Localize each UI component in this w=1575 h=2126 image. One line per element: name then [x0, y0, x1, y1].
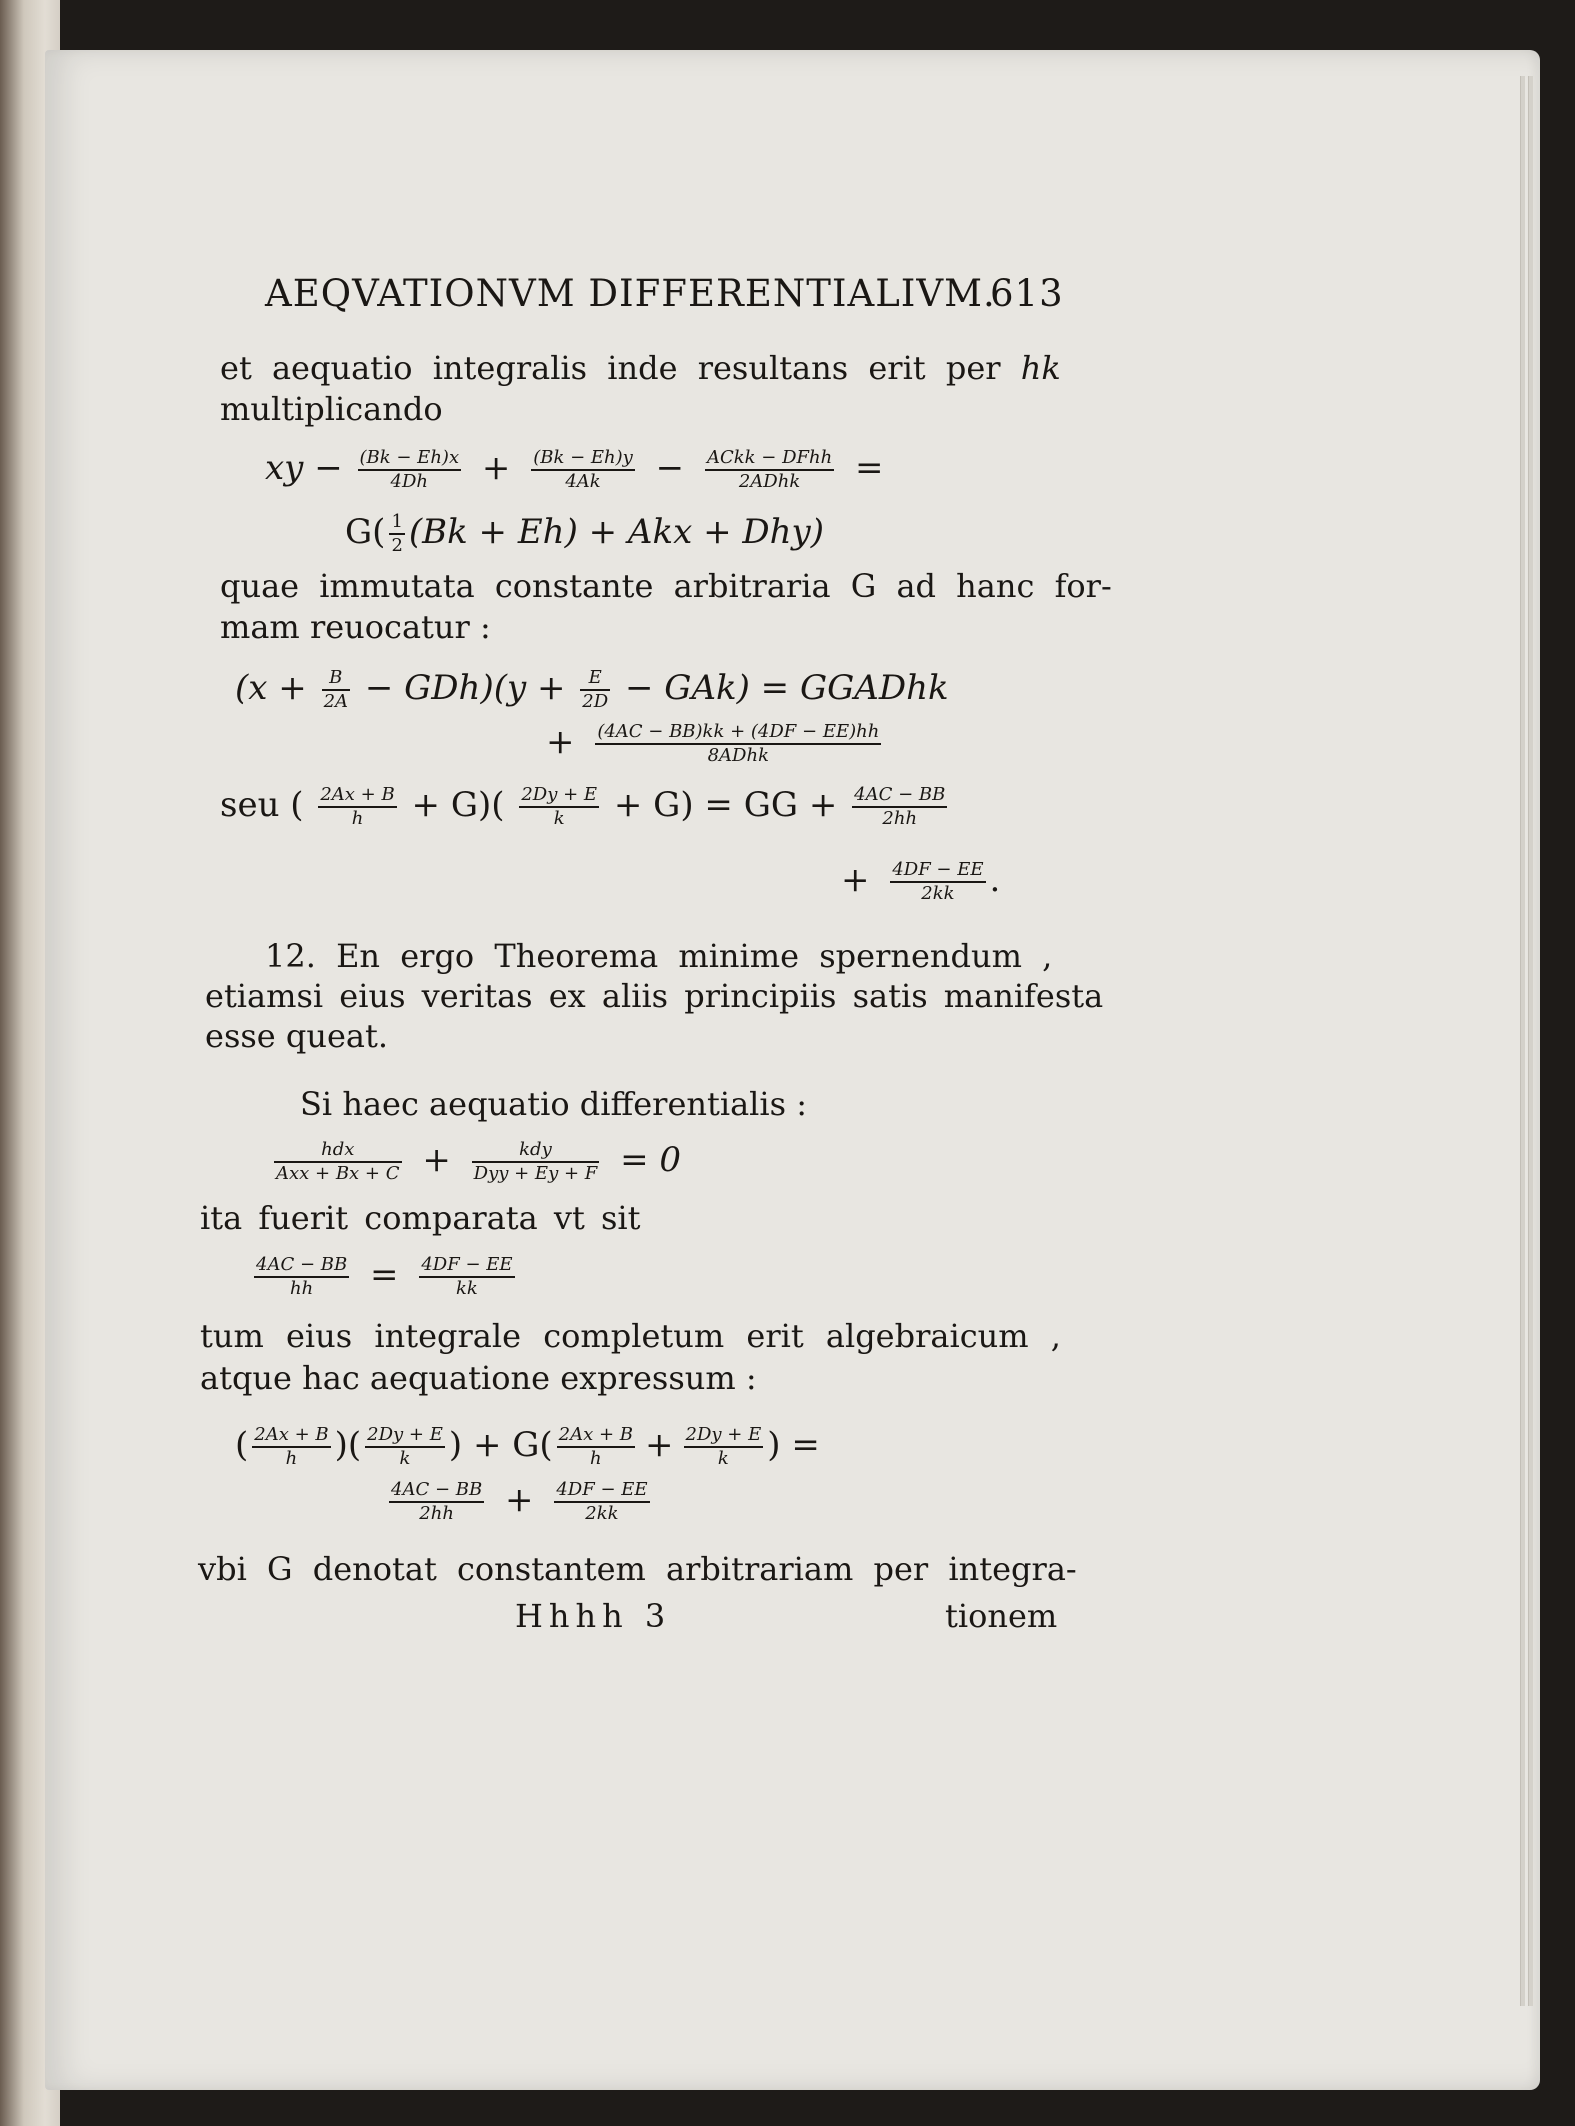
- page-number: 613: [990, 272, 1064, 315]
- fraction: $\frac{4DF - EE}{2kk}$: [892, 859, 984, 904]
- fraction: $\frac{\text{ACkk − DFhh}}{\text{2ADhk}}$: [706, 447, 833, 492]
- equation-4: $\frac{\text{hdx}}{\text{Axx + Bx + C}}$ + $\frac{\text{kdy}}{\text{Dyy + Ey + F}}$ = 0: [276, 1139, 682, 1184]
- fraction: $\frac{2Dy + E}{k}$: [521, 784, 598, 829]
- text-line: vbi G denotat constantem arbitrariam per integra-: [198, 1550, 1077, 1588]
- text-line: tum eius integrale completum erit algebraicum ,: [200, 1317, 1061, 1355]
- fraction: $\frac{2Ax + B}{h}$: [558, 1424, 634, 1469]
- equation-3: seu ( $\frac{2Ax + B}{h}$ + G)( $\frac{2Dy + E}{k}$ + G) = GG + $\frac{4AC - BB}{2hh}$: [220, 784, 946, 829]
- catchword: tionem: [945, 1597, 1058, 1635]
- fraction: $\frac{2Ax + B}{h}$: [254, 1424, 329, 1469]
- running-header: [265, 272, 996, 315]
- header-title: AEQVATIONVM DIFFERENTIALIVM.: [265, 272, 996, 315]
- fraction: $\frac{1}{2}$: [391, 511, 403, 556]
- text-line: mam reuocatur :: [220, 608, 491, 646]
- text-line: quae immutata constante arbitraria G ad hanc for-: [220, 567, 1112, 605]
- text-line: atque hac aequatione expressum :: [200, 1359, 757, 1397]
- fraction: $\frac{(Bk - Eh)y}{4Ak}$: [533, 447, 633, 492]
- fraction: $\frac{\text{hdx}}{\text{Axx + Bx + C}}$: [276, 1139, 400, 1184]
- text-line: etiamsi eius veritas ex aliis principiis satis manifesta: [205, 977, 1104, 1015]
- signature-mark: Hhhh 3: [515, 1597, 672, 1635]
- fraction: $\frac{2Dy + E}{k}$: [685, 1424, 762, 1469]
- paragraph-12: 12. En ergo Theorema minime spernendum ,: [265, 937, 1053, 975]
- fraction: $\frac{(4AC - BB)kk + (4DF - EE)hh}{\text{8ADhk}}$: [597, 721, 880, 766]
- fraction: $\frac{\text{kdy}}{\text{Dyy + Ey + F}}$: [473, 1139, 598, 1184]
- equation-5: $\frac{4AC - BB}{hh}$ = $\frac{4DF - EE}{kk}$: [256, 1254, 513, 1299]
- fraction: $\frac{2Dy + E}{k}$: [367, 1424, 443, 1469]
- text-line: ita fuerit comparata vt sit: [200, 1199, 641, 1237]
- fraction: $\frac{4AC - BB}{2hh}$: [854, 784, 946, 829]
- equation-2: (x + $\frac{B}{2A}$ − GDh)(y + $\frac{E}{2D}$ − GAk) = GGADhk: [235, 667, 949, 712]
- text-line: multiplicando: [220, 390, 443, 428]
- equation-2-continued: + $\frac{(4AC - BB)kk + (4DF - EE)hh}{\text{8ADhk}}$: [546, 721, 880, 766]
- fraction: $\frac{2Ax + B}{h}$: [320, 784, 395, 829]
- fraction: $\frac{4AC - BB}{hh}$: [256, 1254, 348, 1299]
- equation-1: xy − $\frac{(Bk - Eh)x}{4Dh}$ + $\frac{(Bk - Eh)y}{4Ak}$ − $\frac{\text{ACkk − DFhh}}{\text{2ADhk}}$ =: [265, 447, 884, 492]
- text-line: Si haec aequatio differentialis :: [300, 1085, 808, 1123]
- fraction: $\frac{(Bk - Eh)x}{4Dh}$: [359, 447, 460, 492]
- fraction: $\frac{E}{2D}$: [582, 667, 609, 712]
- equation-6: ( $\frac{2Ax + B}{h}$ )( $\frac{2Dy + E}{k}$ ) + G( $\frac{2Ax + B}{h}$ + $\frac{2Dy + E}{k}$ ) =: [235, 1424, 820, 1469]
- fraction: $\frac{B}{2A}$: [323, 667, 349, 712]
- math-var: hk: [1020, 349, 1061, 387]
- fraction: $\frac{4AC - BB}{2hh}$: [391, 1479, 483, 1524]
- fraction: $\frac{4DF - EE}{2kk}$: [556, 1479, 648, 1524]
- text-line: et aequatio integralis inde resultans erit per hk: [220, 349, 1061, 387]
- fraction: $\frac{4DF - EE}{kk}$: [421, 1254, 513, 1299]
- equation-6-continued: $\frac{4AC - BB}{2hh}$ + $\frac{4DF - EE}{2kk}$: [391, 1479, 648, 1524]
- equation-1-continued: G( $\frac{1}{2}$ (Bk + Eh) + Akx + Dhy): [345, 511, 824, 556]
- equation-3-continued: + $\frac{4DF - EE}{2kk}$ .: [841, 859, 1001, 904]
- text-line: esse queat.: [205, 1017, 389, 1055]
